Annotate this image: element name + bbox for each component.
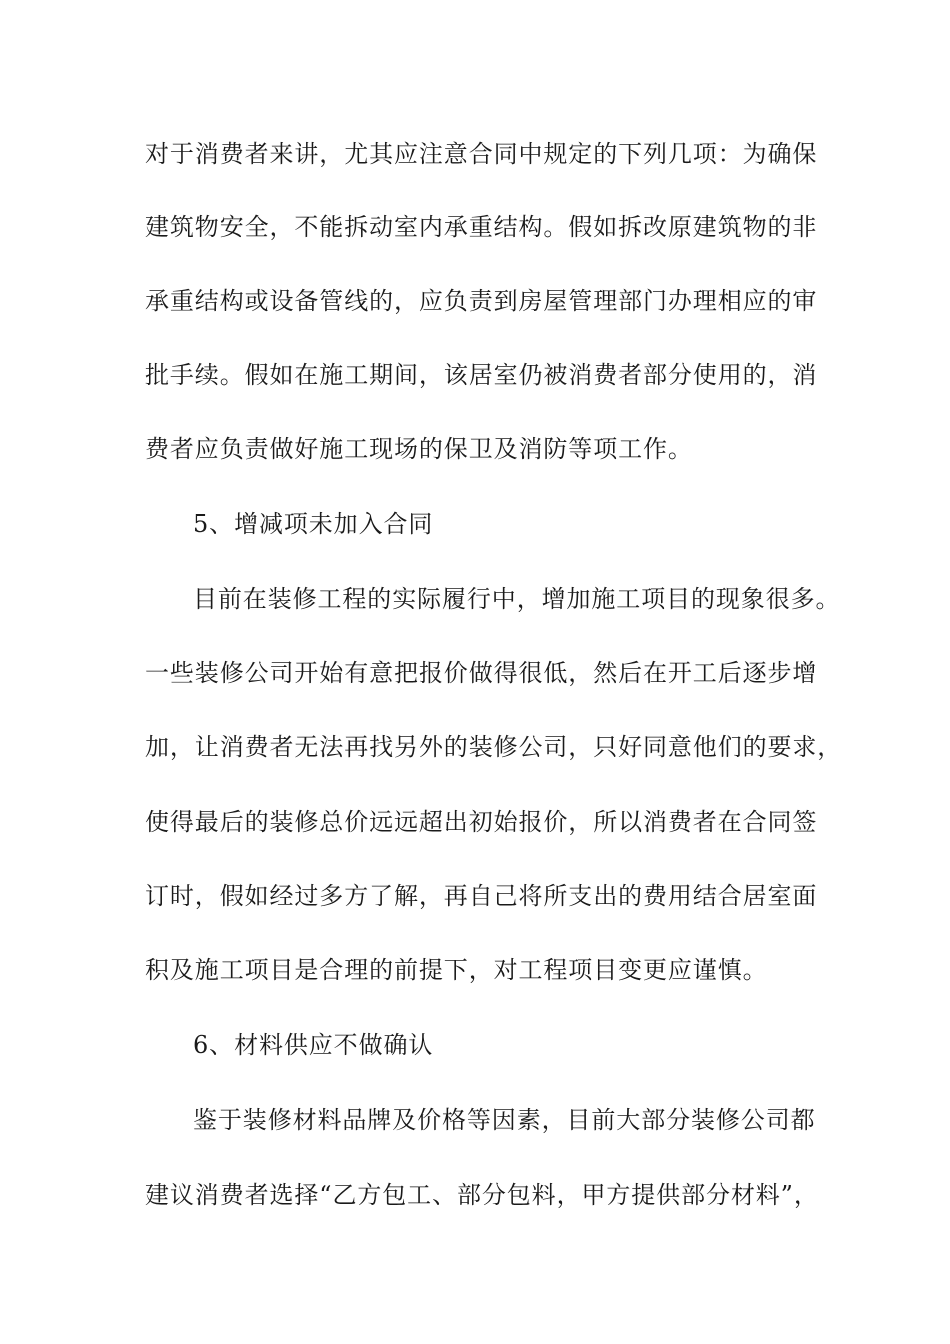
paragraph-line: 承重结构或设备管线的，应负责到房屋管理部门办理相应的审 bbox=[145, 287, 818, 315]
paragraph-line: 订时，假如经过多方了解，再自己将所支出的费用结合居室面 bbox=[145, 882, 818, 910]
paragraph-line: 积及施工项目是合理的前提下，对工程项目变更应谨慎。 bbox=[145, 956, 768, 984]
paragraph-line: 加，让消费者无法再找另外的装修公司，只好同意他们的要求， bbox=[145, 733, 843, 761]
paragraph-line: 对于消费者来讲，尤其应注意合同中规定的下列几项：为确保 bbox=[145, 140, 818, 168]
paragraph-line: 批手续。假如在施工期间，该居室仍被消费者部分使用的，消 bbox=[145, 361, 818, 389]
section-heading: 5、增减项未加入合同 bbox=[193, 510, 434, 538]
paragraph-line: 鉴于装修材料品牌及价格等因素，目前大部分装修公司都 bbox=[193, 1106, 816, 1134]
paragraph-line: 目前在装修工程的实际履行中，增加施工项目的现象很多。 bbox=[193, 585, 841, 613]
paragraph-line: 使得最后的装修总价远远超出初始报价，所以消费者在合同签 bbox=[145, 808, 818, 836]
paragraph-line: 建筑物安全，不能拆动室内承重结构。假如拆改原建筑物的非 bbox=[145, 213, 818, 241]
paragraph-line: 一些装修公司开始有意把报价做得很低，然后在开工后逐步增 bbox=[145, 659, 818, 687]
paragraph-line: 建议消费者选择“乙方包工、部分包料，甲方提供部分材料”， bbox=[145, 1181, 819, 1209]
paragraph-line: 费者应负责做好施工现场的保卫及消防等项工作。 bbox=[145, 435, 693, 463]
section-heading: 6、材料供应不做确认 bbox=[193, 1031, 434, 1059]
